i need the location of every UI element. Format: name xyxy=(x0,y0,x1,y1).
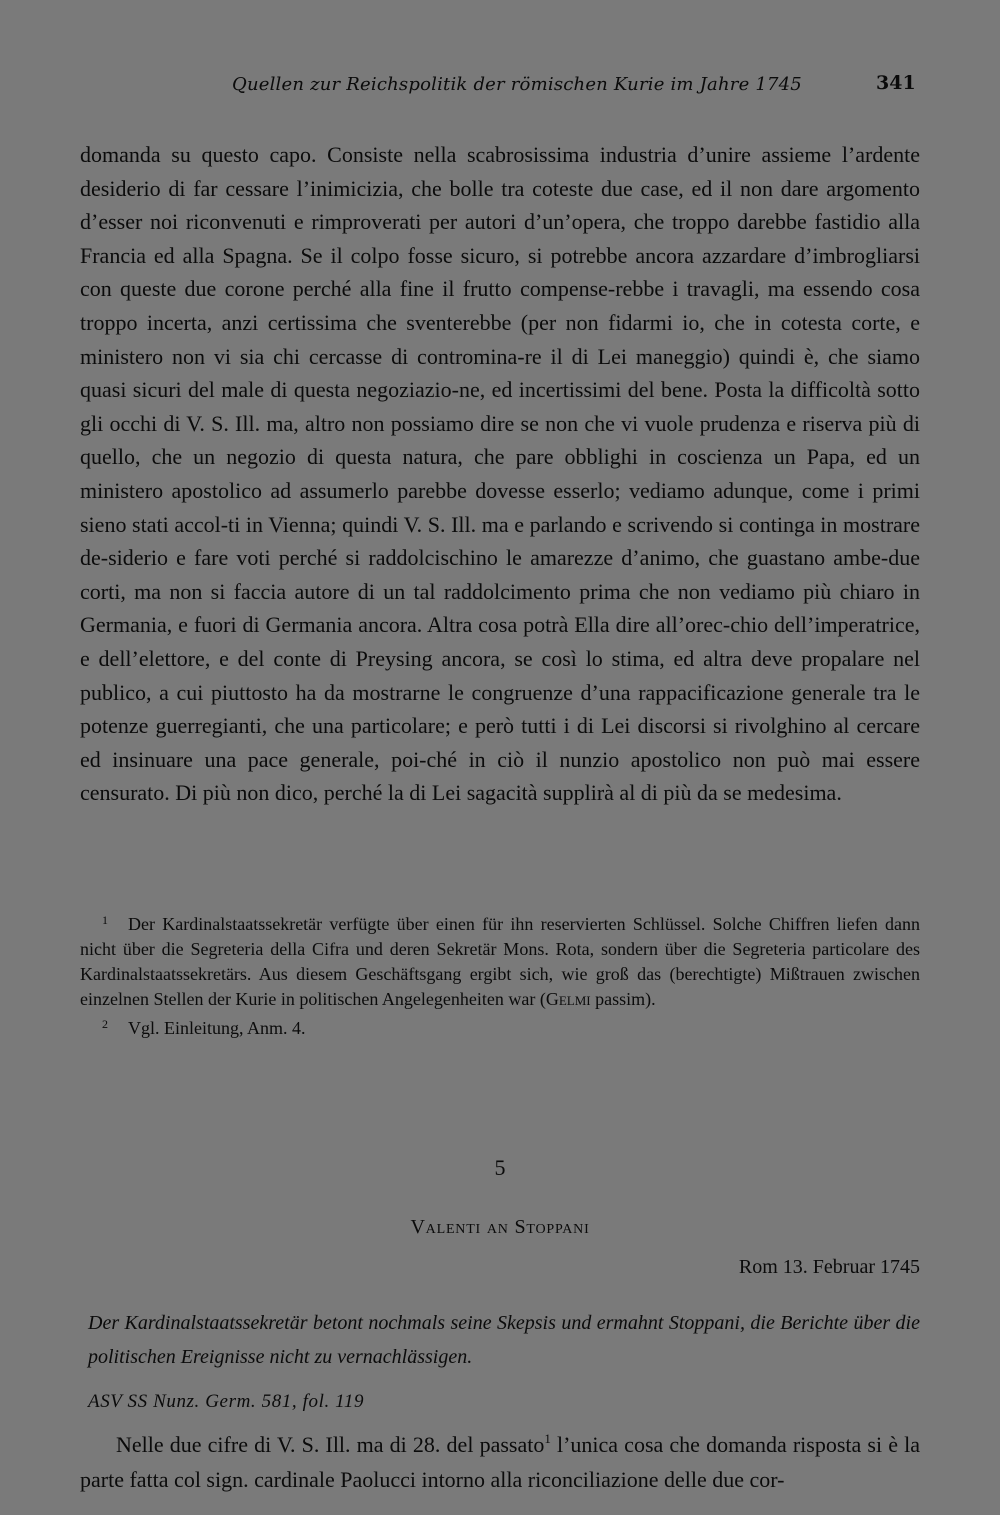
footnote-2 xyxy=(80,1012,920,1041)
running-title: Quellen zur Reichspolitik der römischen Kurie im Jahre 1745 xyxy=(232,74,802,95)
document-date: Rom 13. Februar 1745 xyxy=(738,1256,920,1278)
letter-text xyxy=(80,1427,920,1497)
page-number: 341 xyxy=(876,72,916,94)
footnote-number: 1 xyxy=(102,913,108,927)
footnote-text-end: passim). xyxy=(590,989,656,1009)
footnote-number: 2 xyxy=(102,1017,108,1031)
footnote-1 xyxy=(80,908,920,1012)
document-number: 5 xyxy=(494,1155,506,1180)
document-summary: Der Kardinalstaatssekretär betont nochmals seine Skepsis und ermahnt Stoppani, die Berichte über die politischen Ereignisse nicht zu vernachlässigen. xyxy=(88,1312,920,1368)
footnote-author: Gelmi xyxy=(545,989,591,1009)
letter-text-continued: l’unica cosa che domanda risposta si è la parte fatta col sign. cardinale Paolucci intorno alla riconciliazione delle due cor- xyxy=(80,1432,920,1492)
footnote-text: Der Kardinalstaatssekretär verfügte über einen für ihn reservierten Schlüssel. Solche Chiffren liefen dann nicht über die Segreteria della Cifra und deren Sekretär Mons. Rota, sondern über die Segreteria particolare des Kardinalstaatssekretärs. Aus diesem Geschäftsgang ergibt sich, wie groß das (berechtigte) Mißtrauen zwischen einzelnen Stellen der Kurie in politischen Angelegenheiten war ( xyxy=(80,914,920,1009)
footnotes xyxy=(80,908,920,1041)
archive-source: ASV SS Nunz. Germ. 581, fol. 119 xyxy=(88,1391,365,1412)
letter-text-start: Nelle due cifre di V. S. Ill. ma di 28. del passato xyxy=(116,1432,545,1457)
body-text: domanda su questo capo. Consiste nella scabrosissima industria d’unire assieme l’ardente desiderio di far cessare l’inimicizia, che bolle tra coteste due case, ed il non dare argomento d’esser noi riconvenuti e rimproverati per autori d’un’opera, che troppo darebbe fastidio alla Francia ed alla Spagna. Se il colpo fosse sicuro, si potrebbe ancora azzardare d’imbrogliarsi con queste due corone perché alla fine il frutto compense-rebbe i travagli, ma essendo cosa troppo incerta, anzi certissima che sventerebbe (per non fidarmi io, che in cotesta corte, e ministero non vi sia chi cercasse di contromina-re il di Lei maneggio) quindi è, che siamo quasi sicuri del male di questa negoziazio-ne, ed incertissimi del bene. Posta la difficoltà sotto gli occhi di V. S. Ill. ma, altro non possiamo dire se non che vi vuole prudenza e riserva più di quello, che un negozio di questa natura, che pare obblighi in coscienza un Papa, ed un ministero apostolico ad assumerlo parebbe dovesse esserlo; vediamo adunque, come i primi sieno stati accol-ti in Vienna; quindi V. S. Ill. ma e parlando e scrivendo si continga in mostrare de-siderio e fare voti perché si raddolcischino le amarezze d’animo, che guastano ambe-due corti, ma non si faccia autore di un tal raddolcimento prima che non vediamo più chiaro in Germania, e fuori di Germania ancora. Altra cosa potrà Ella dire all’orec-chio dell’imperatrice, e dell’elettore, e del conte di Preysing ancora, se così lo stima, ed altra deve propalare nel publico, a cui piuttosto ha da mostrarne le congruenze d’una rappacificazione generale tra le potenze guerregianti, che una particolare; e però tutti i di Lei discorsi si rivolghino al cercare ed insinuare una pace generale, poi-ché in ciò il nunzio apostolico non può mai essere censurato. Di più non dico, perché la di Lei sagacità supplirà al di più da se medesima. xyxy=(80,142,920,806)
footnote-reference: 1 xyxy=(544,1431,551,1446)
document-title: Valenti an Stoppani xyxy=(410,1216,590,1238)
footnote-text: Vgl. Einleitung, Anm. 4. xyxy=(128,1018,306,1038)
